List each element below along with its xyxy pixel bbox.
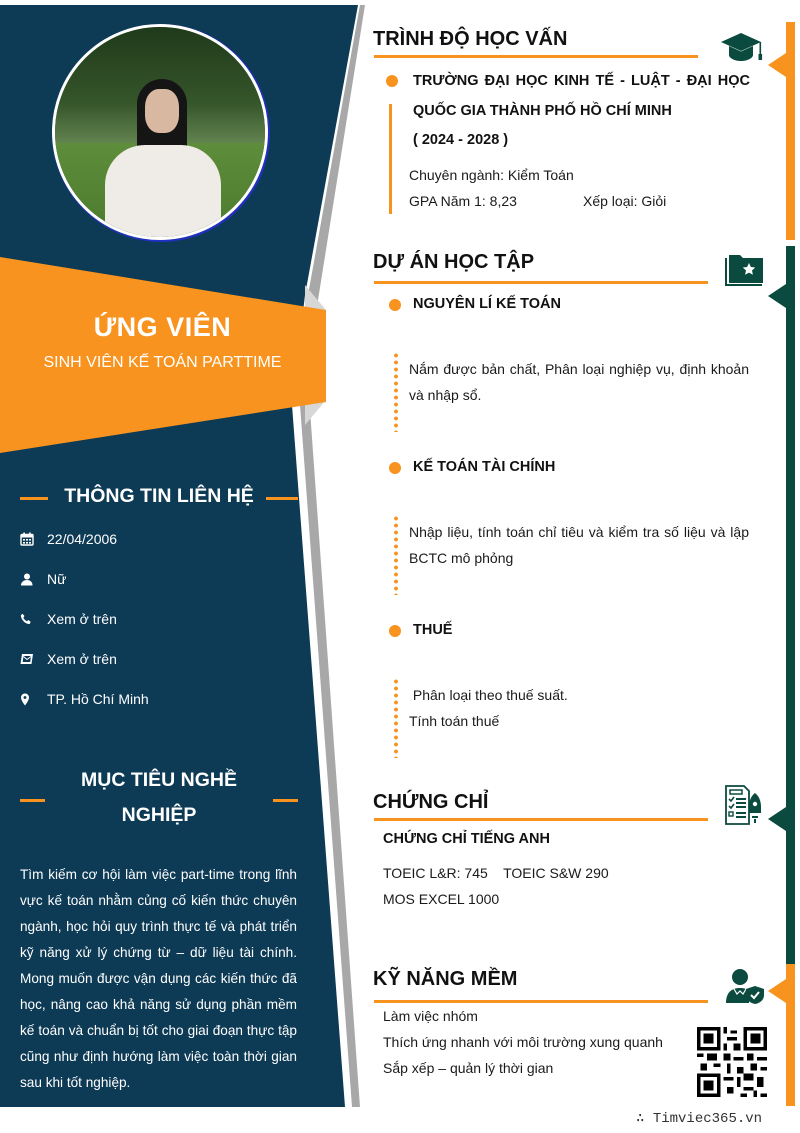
timeline-dot xyxy=(389,462,401,474)
skills-title: KỸ NĂNG MỀM xyxy=(373,968,518,990)
contact-phone xyxy=(20,608,117,630)
candidate-role: SINH VIÊN KẾ TOÁN PARTTIME xyxy=(43,354,282,371)
contact-gender xyxy=(20,568,66,590)
timeline-pointer-certificates xyxy=(768,807,786,831)
education-rank: Xếp loại: Giỏi xyxy=(583,193,667,209)
candidate-name: ỨNG VIÊN xyxy=(93,312,232,342)
watermark: ∴ Timviec365.vn xyxy=(636,1111,763,1127)
skill-item: Làm việc nhóm xyxy=(383,1008,478,1024)
gender-value: Nữ xyxy=(47,571,67,587)
certificates-title: CHỨNG CHỈ xyxy=(373,791,489,813)
heading-bar-right xyxy=(266,497,298,500)
objective-text: Tìm kiếm cơ hội làm việc part-time trong lĩnh vực kế toán nhằm củng cố kiến thức chuyên ngành, học hỏi quy trình thực tế và phát triển kỹ năng xử lý chứng từ – dữ liệu tài chính. Mong muốn được vận dụng các kiến thức đã học, nâng cao khả năng sử dụng phần mềm kế toán và chuẩn bị tốt cho giai đoạn thực tập cũng như định hướng làm việc toàn thời gian sau khi tốt nghiệp. xyxy=(20,867,297,1090)
phone-icon xyxy=(20,613,47,625)
qr-code[interactable] xyxy=(697,1027,767,1097)
education-side-line xyxy=(389,104,392,214)
dotted-line xyxy=(394,515,398,595)
avatar xyxy=(52,24,268,240)
contact-birthdate xyxy=(20,528,117,550)
projects-underline xyxy=(374,281,708,284)
education-gpa: GPA Năm 1: 8,23 xyxy=(409,193,517,209)
timeline-pointer-skills xyxy=(768,979,786,1003)
user-shield-icon xyxy=(725,968,765,1009)
email-value: Xem ở trên xyxy=(47,651,117,667)
dotted-line xyxy=(394,352,398,432)
user-icon xyxy=(20,573,47,586)
education-underline xyxy=(374,55,698,58)
timeline-pointer-education xyxy=(768,53,786,77)
timeline-dot xyxy=(389,299,401,311)
checklist-rocket-icon xyxy=(725,785,765,830)
projects-title: DỰ ÁN HỌC TẬP xyxy=(373,251,535,273)
education-major: Chuyên ngành: Kiểm Toán xyxy=(409,167,574,183)
certificate-subtitle: CHỨNG CHỈ TIẾNG ANH xyxy=(383,831,550,847)
contact-location xyxy=(20,688,149,710)
timeline-pointer-projects xyxy=(768,284,786,308)
education-title: TRÌNH ĐỘ HỌC VẤN xyxy=(373,28,568,50)
education-period: ( 2024 - 2028 ) xyxy=(413,132,509,148)
project-description: Tính toán thuế xyxy=(409,713,500,729)
phone-value: Xem ở trên xyxy=(47,611,117,627)
location-icon xyxy=(20,693,47,706)
objective-heading-line1: MỤC TIÊU NGHỀ xyxy=(81,769,237,791)
location-value: TP. Hồ Chí Minh xyxy=(47,691,149,707)
project-description: Nắm được bản chất, Phân loại nghiệp vụ, định khoản và nhập sổ. xyxy=(409,361,749,403)
education-school: TRƯỜNG ĐẠI HỌC KINH TẾ - LUẬT - ĐẠI HỌC QUỐC GIA THÀNH PHỐ HỒ CHÍ MINH xyxy=(413,73,750,119)
heading-bar-left xyxy=(20,497,48,500)
timeline-bar-education xyxy=(786,22,795,240)
dotted-line xyxy=(394,678,398,758)
skill-item: Sắp xếp – quản lý thời gian xyxy=(383,1060,554,1076)
project-description: Phân loại theo thuế suất. xyxy=(409,687,568,703)
timeline-bar-middle xyxy=(786,246,795,964)
contact-heading-text: THÔNG TIN LIÊN HỆ xyxy=(64,485,254,507)
certificate-mos: MOS EXCEL 1000 xyxy=(383,891,500,907)
email-icon xyxy=(20,653,47,665)
objective-heading-line2: NGHIỆP xyxy=(121,804,197,826)
contact-email xyxy=(20,648,117,670)
objective-heading xyxy=(20,763,298,833)
photo-person-shirt xyxy=(105,145,221,240)
project-title: KẾ TOÁN TÀI CHÍNH xyxy=(413,459,556,475)
contact-heading xyxy=(20,479,298,514)
timeline-dot xyxy=(386,75,398,87)
project-title: THUẾ xyxy=(413,622,453,638)
calendar-icon xyxy=(20,532,47,546)
heading-bar-left xyxy=(20,799,45,802)
graduation-cap-icon xyxy=(720,32,764,69)
certificate-toeic: TOEIC L&R: 745 TOEIC S&W 290 xyxy=(383,865,609,881)
project-title: NGUYÊN LÍ KẾ TOÁN xyxy=(413,296,561,312)
project-description: Nhập liệu, tính toán chỉ tiêu và kiểm tra số liệu và lập BCTC mô phỏng xyxy=(409,524,749,566)
photo-person-face xyxy=(145,89,179,133)
folder-star-icon xyxy=(725,253,765,292)
birthdate-value: 22/04/2006 xyxy=(47,531,118,547)
skill-item: Thích ứng nhanh với môi trường xung quanh xyxy=(383,1034,663,1050)
timeline-bar-skills xyxy=(786,964,795,1106)
timeline-dot xyxy=(389,625,401,637)
certificates-underline xyxy=(374,818,708,821)
heading-bar-right xyxy=(273,799,298,802)
